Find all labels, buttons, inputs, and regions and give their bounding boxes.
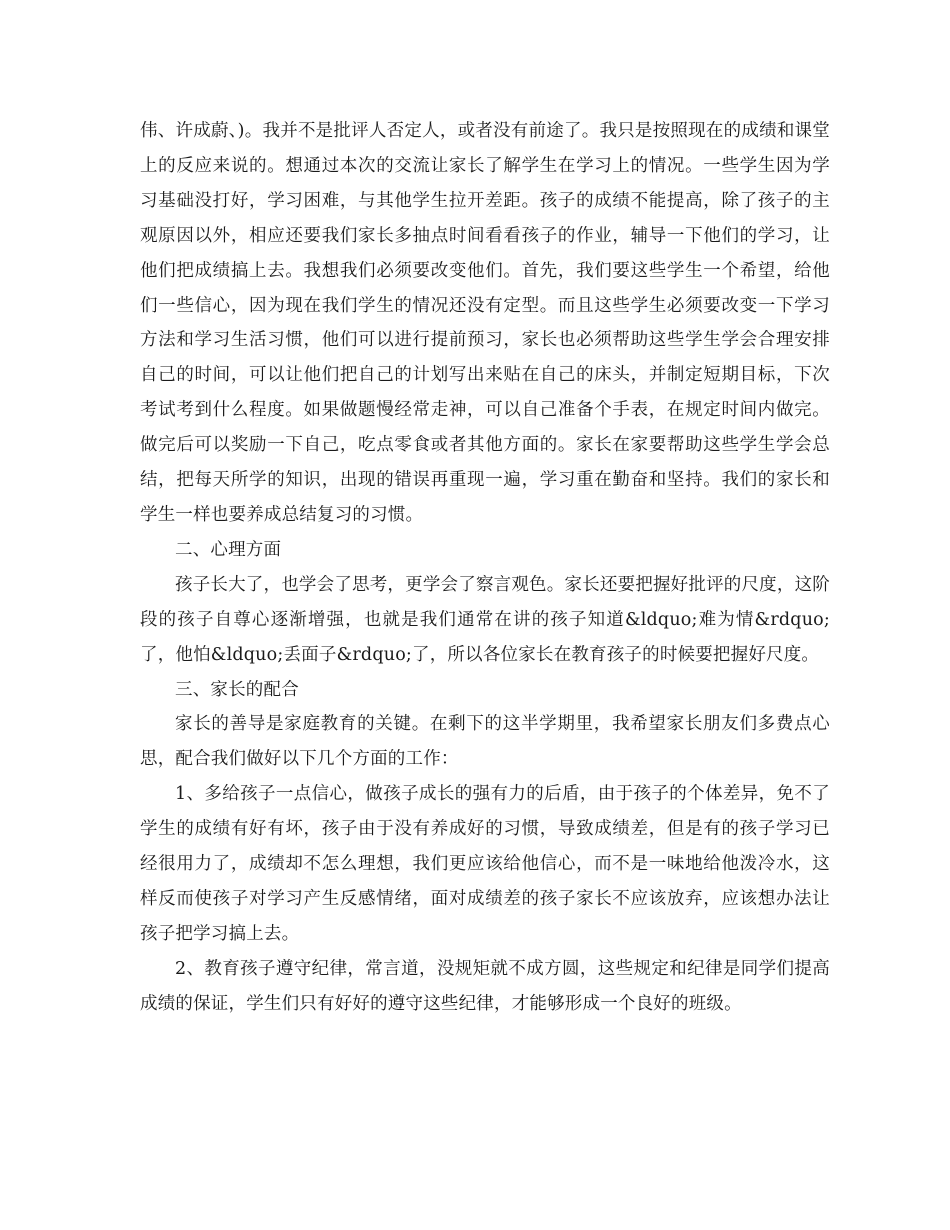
list-item-confidence: 1、多给孩子一点信心，做孩子成长的强有力的后盾，由于孩子的个体差异，免不了学生的成绩有好有坏，孩子由于没有养成好的习惯，导致成绩差，但是有的孩子学习已经很用力了，成绩却不怎么理想，我们更应该给他信心，而不是一味地给他泼冷水，这样反而使孩子对学习产生反感情绪，面对成绩差的孩子家长不应该放弃，应该想办法让孩子把学习搞上去。 [140,784,830,944]
document-body [140,114,830,1022]
list-item-discipline: 2、教育孩子遵守纪律，常言道，没规矩就不成方圆，这些规定和纪律是同学们提高成绩的保证，学生们只有好好的遵守这些纪律，才能够形成一个良好的班级。 [140,958,830,1014]
paragraph-parent-cooperation: 家长的善导是家庭教育的关键。在剩下的这半学期里，我希望家长朋友们多费点心思，配合我们做好以下几个方面的工作： [140,714,830,770]
paragraph-study-situation: 伟、许成蔚、)。我并不是批评人否定人，或者没有前途了。我只是按照现在的成绩和课堂上的反应来说的。想通过本次的交流让家长了解学生在学习上的情况。一些学生因为学习基础没打好，学习困难，与其他学生拉开差距。孩子的成绩不能提高，除了孩子的主观原因以外，相应还要我们家长多抽点时间看看孩子的作业，辅导一下他们的学习，让他们把成绩搞上去。我想我们必须要改变他们。首先，我们要这些学生一个希望，给他们一些信心，因为现在我们学生的情况还没有定型。而且这些学生必须要改变一下学习方法和学习生活习惯，他们可以进行提前预习，家长也必须帮助这些学生学会合理安排自己的时间，可以让他们把自己的计划写出来贴在自己的床头，并制定短期目标，下次考试考到什么程度。如果做题慢经常走神，可以自己准备个手表，在规定时间内做完。做完后可以奖励一下自己，吃点零食或者其他方面的。家长在家要帮助这些学生学会总结，把每天所学的知识，出现的错误再重现一遍，学习重在勤奋和坚持。我们的家长和学生一样也要养成总结复习的习惯。 [140,121,830,525]
section-heading-parent-cooperation: 三、家长的配合 [175,679,299,700]
paragraph-psychology: 孩子长大了，也学会了思考，更学会了察言观色。家长还要把握好批评的尺度，这阶段的孩子自尊心逐渐增强，也就是我们通常在讲的孩子知道&ldquo;难为情&rdquo;了，他怕&ldquo;丢面子&rdquo;了，所以各位家长在教育孩子的时候要把握好尺度。 [140,574,830,665]
section-heading-psychology: 二、心理方面 [175,539,282,560]
